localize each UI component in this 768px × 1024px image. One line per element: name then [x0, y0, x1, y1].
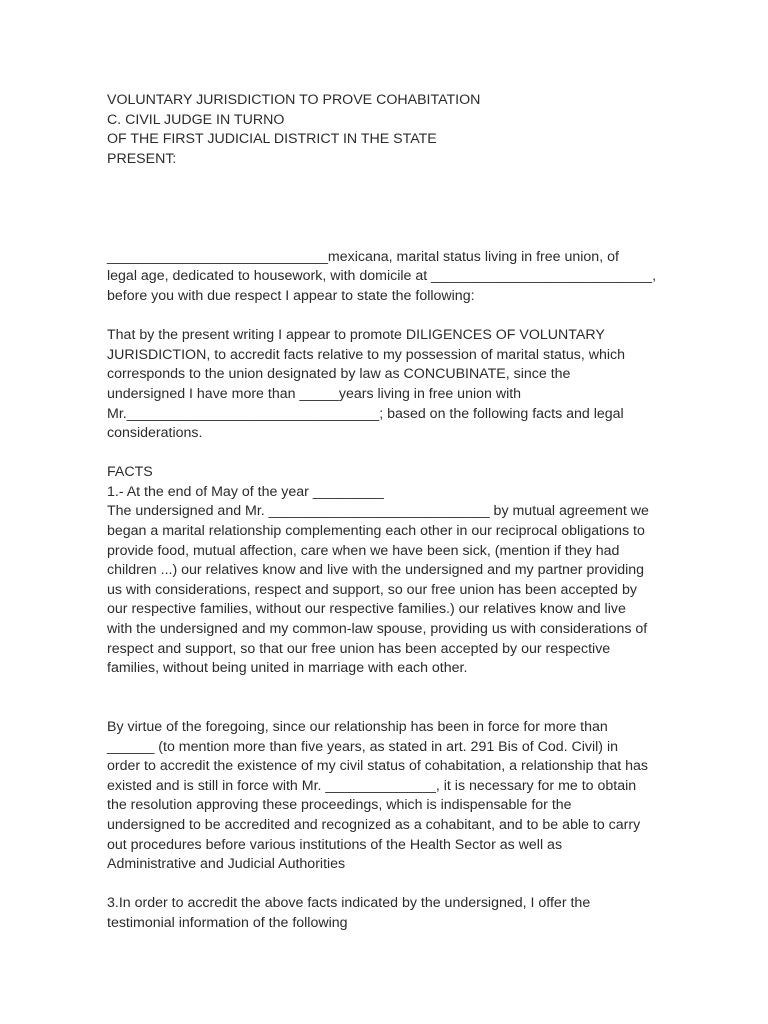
text-line: order to accredit the existence of my civil status of cohabitation, a relationship that has [107, 758, 648, 775]
text-line: our respective families, without our respective families.) our relatives know and live [107, 601, 626, 618]
intro-paragraph [107, 248, 667, 307]
text-line: existed and is still in force with Mr. ______________, it is necessary for me to obtain [107, 777, 637, 794]
text-line: us with considerations, respect and support, so our free union has been accepted by [107, 581, 637, 598]
heading-line: PRESENT: [107, 150, 177, 167]
heading-line: OF THE FIRST JUDICIAL DISTRICT IN THE STATE [107, 131, 437, 148]
text-line: 1.- At the end of May of the year _________ [107, 483, 384, 500]
text-line: Administrative and Judicial Authorities [107, 856, 346, 873]
text-line: the resolution approving these proceedings, which is indispensable for the [107, 797, 572, 814]
text-line: families, without being united in marriage with each other. [107, 660, 468, 677]
text-line: testimonial information of the following [107, 914, 348, 931]
text-line: By virtue of the foregoing, since our relationship has been in force for more than [107, 719, 608, 736]
text-line: children ...) our relatives know and live with the undersigned and my partner providing [107, 562, 645, 579]
document-page [107, 91, 667, 934]
text-line: undersigned to be accredited and recognized as a cohabitant, and to be able to carry [107, 816, 641, 833]
facts-title: FACTS [107, 464, 153, 481]
promotion-paragraph [107, 326, 667, 444]
heading-line: VOLUNTARY JURISDICTION TO PROVE COHABITATION [107, 92, 481, 108]
document-heading [107, 91, 667, 169]
text-line: provide food, mutual affection, care when we have been sick, (mention if they had [107, 542, 620, 559]
text-line: That by the present writing I appear to promote DILIGENCES OF VOLUNTARY [107, 327, 605, 344]
text-line: out procedures before various institutions of the Health Sector as well as [107, 836, 563, 853]
text-line: corresponds to the union designated by law as CONCUBINATE, since the [107, 366, 571, 383]
text-line: respect and support, so that our free union has been accepted by our respective [107, 640, 611, 657]
text-line: ______ (to mention more than five years, as stated in art. 291 Bis of Cod. Civil) in [107, 738, 619, 755]
facts-section [107, 463, 667, 679]
heading-line: C. CIVIL JUDGE IN TURNO [107, 111, 285, 128]
text-line: with the undersigned and my common-law spouse, providing us with considerations of [107, 621, 648, 638]
text-line: 3.In order to accredit the above facts indicated by the undersigned, I offer the [107, 895, 591, 912]
text-line: began a marital relationship complementing each other in our reciprocal obligations to [107, 523, 645, 540]
testimony-paragraph [107, 894, 667, 933]
text-line: The undersigned and Mr. ____________________________ by mutual agreement we [107, 503, 649, 520]
foregoing-paragraph [107, 718, 667, 875]
text-line: before you with due respect I appear to state the following: [107, 287, 475, 304]
text-line: JURISDICTION, to accredit facts relative to my possession of marital status, which [107, 346, 626, 363]
text-line: considerations. [107, 425, 203, 442]
text-line: Mr.________________________________; based on the following facts and legal [107, 405, 624, 422]
text-line: legal age, dedicated to housework, with domicile at ____________________________, [107, 268, 657, 285]
text-line: undersigned I have more than _____years living in free union with [107, 385, 522, 402]
text-line: ____________________________mexicana, marital status living in free union, of [107, 248, 619, 265]
